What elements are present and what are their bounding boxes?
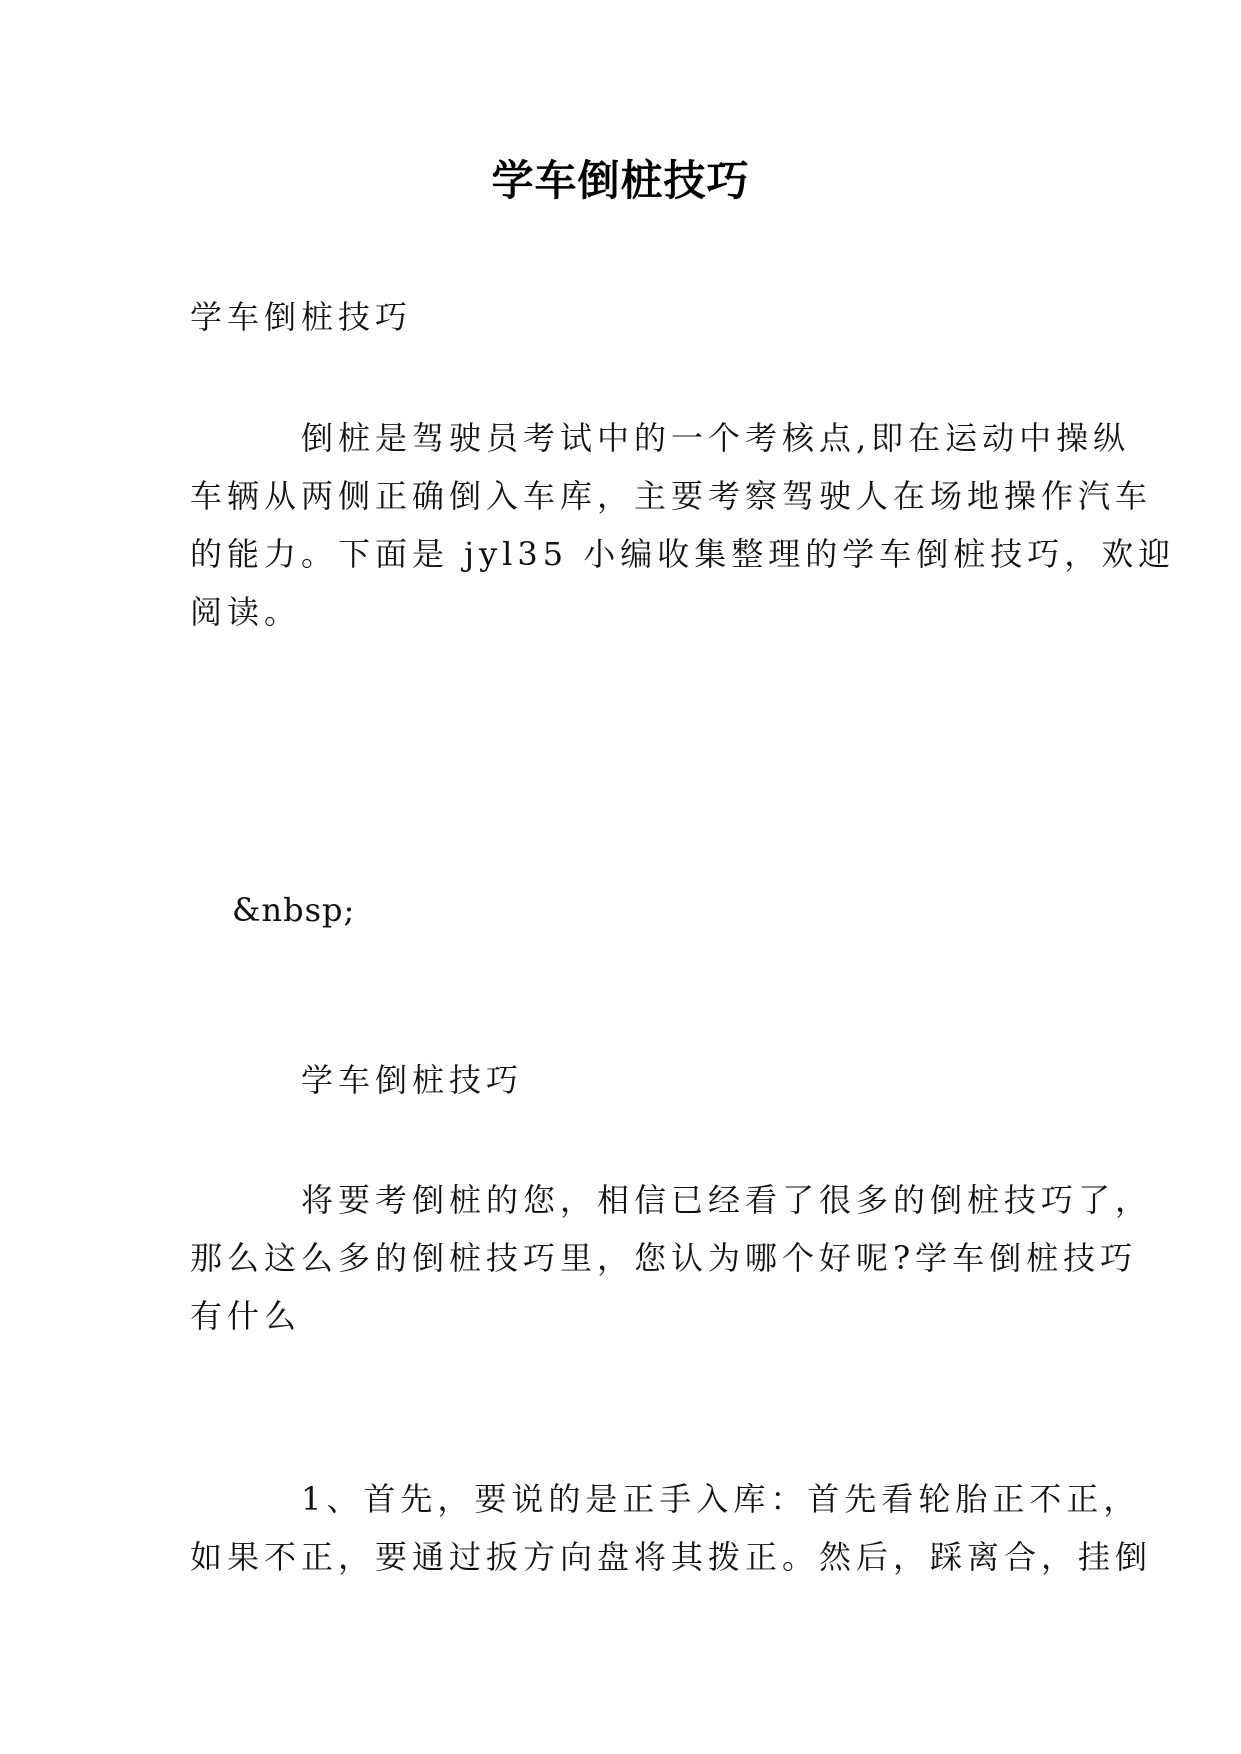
paragraph-line: 倒桩是驾驶员考试中的一个考核点,即在运动中操纵 [301, 419, 1131, 457]
paragraph-line: 如果不正，要通过扳方向盘将其拨正。然后，踩离合，挂倒 [190, 1538, 1153, 1576]
paragraph-line: 有什么 [190, 1297, 302, 1335]
section-heading: 学车倒桩技巧 [301, 1061, 524, 1099]
paragraph-line: 1、首先，要说的是正手入库：首先看轮胎正不正， [301, 1480, 1141, 1518]
nbsp-text: &nbsp; [232, 891, 356, 929]
document-title: 学车倒桩技巧 [491, 156, 750, 205]
body-paragraph [190, 1171, 1153, 1345]
step-paragraph [190, 1470, 1153, 1586]
paragraph-line: 车辆从两侧正确倒入车库，主要考察驾驶人在场地操作汽车 [190, 477, 1153, 515]
paragraph-line: 的能力。下面是 jyl35 小编收集整理的学车倒桩技巧，欢迎 [190, 535, 1176, 573]
intro-paragraph [190, 409, 1176, 641]
subtitle-text: 学车倒桩技巧 [190, 298, 413, 336]
paragraph-line: 阅读。 [190, 593, 302, 631]
paragraph-line: 将要考倒桩的您，相信已经看了很多的倒桩技巧了， [301, 1181, 1153, 1219]
paragraph-line: 那么这么多的倒桩技巧里，您认为哪个好呢?学车倒桩技巧 [190, 1239, 1138, 1277]
